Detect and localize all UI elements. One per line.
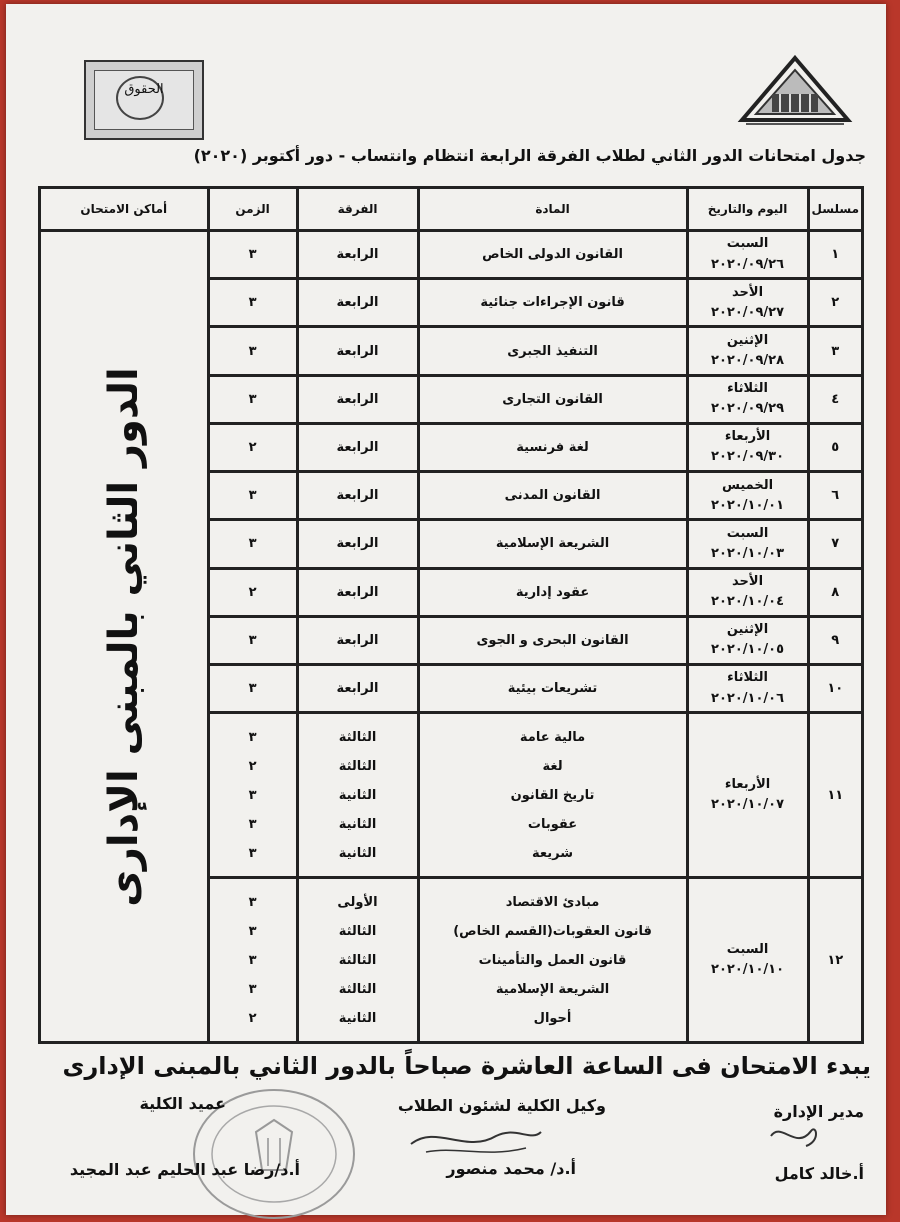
- time-item: ٣: [248, 952, 257, 968]
- table-row: [40, 231, 863, 279]
- row-day: الخميس: [721, 477, 774, 493]
- row-serial: ٦: [808, 472, 862, 520]
- year-item: الثانية: [338, 816, 377, 832]
- row-time: ٣: [208, 472, 297, 520]
- row-date: ٢٠٢٠/١٠/٠٦: [711, 690, 785, 706]
- row-year: الرابعة: [297, 568, 418, 616]
- table-header-row: [40, 188, 863, 231]
- year-item: الثالثة: [338, 729, 377, 745]
- row-day-date: [687, 520, 808, 568]
- header-day-date: اليوم والتاريخ: [687, 188, 808, 231]
- row-subject: الشريعة الإسلامية: [418, 520, 687, 568]
- row-year: الرابعة: [297, 472, 418, 520]
- row-day-date: [687, 878, 808, 1043]
- row-day-date: [687, 279, 808, 327]
- row-year: الرابعة: [297, 616, 418, 664]
- vice-dean-title: وكيل الكلية لشئون الطلاب: [397, 1096, 606, 1115]
- row-day: الإثنين: [726, 332, 769, 348]
- subject-item: مبادئ الاقتصاد: [505, 894, 600, 910]
- year-item: الثالثة: [338, 923, 377, 939]
- subject-item: تاريخ القانون: [510, 787, 595, 803]
- row-date: ٢٠٢٠/١٠/٠١: [711, 497, 785, 513]
- row-day: الثلاثاء: [727, 670, 768, 686]
- year-item: الأولى: [337, 894, 378, 910]
- row-date: ٢٠٢٠/٠٩/٢٧: [711, 304, 785, 320]
- time-item: ٣: [248, 894, 257, 910]
- row-serial: ٩: [808, 616, 862, 664]
- header-time: الزمن: [208, 188, 297, 231]
- subject-item: لغة: [542, 758, 563, 774]
- year-item: الثالثة: [338, 981, 377, 997]
- row-serial: ٣: [808, 327, 862, 375]
- document-sheet: [6, 4, 886, 1215]
- time-item: ٣: [248, 981, 257, 997]
- header-serial: مسلسل: [808, 188, 862, 231]
- row-times: [208, 713, 297, 878]
- dean-title: عميد الكلية: [139, 1094, 226, 1113]
- year-item: الثالثة: [338, 952, 377, 968]
- year-item: الثالثة: [338, 758, 377, 774]
- row-day: الأحد: [732, 284, 764, 300]
- row-serial: ٧: [808, 520, 862, 568]
- row-time: ٣: [208, 279, 297, 327]
- row-serial: ٥: [808, 423, 862, 471]
- row-day-date: [687, 664, 808, 712]
- row-serial: ١٠: [808, 664, 862, 712]
- row-day: السبت: [726, 941, 769, 957]
- header-subject: المادة: [418, 188, 687, 231]
- exam-schedule-table: [38, 186, 864, 1044]
- row-day: الأربعاء: [724, 776, 771, 792]
- row-day-date: [687, 616, 808, 664]
- time-item: ٢: [248, 758, 257, 774]
- row-subject: تشريعات بيئية: [418, 664, 687, 712]
- exam-places-cell: [40, 231, 209, 1043]
- row-day: الثلاثاء: [727, 381, 768, 397]
- row-year: الرابعة: [297, 375, 418, 423]
- row-day-date: [687, 375, 808, 423]
- time-item: ٣: [248, 923, 257, 939]
- row-date: ٢٠٢٠/١٠/٠٥: [711, 642, 785, 658]
- row-time: ٣: [208, 520, 297, 568]
- row-serial: ٢: [808, 279, 862, 327]
- row-date: ٢٠٢٠/٠٩/٣٠: [711, 449, 785, 465]
- subject-item: قانون العقوبات(القسم الخاص): [453, 923, 652, 939]
- vice-dean-name: أ.د/ محمد منصور: [446, 1159, 576, 1178]
- dean-name: أ.د/رضا عبد الحليم عبد المجيد: [69, 1160, 300, 1179]
- row-year: الرابعة: [297, 231, 418, 279]
- row-year: الرابعة: [297, 279, 418, 327]
- row-day: الإثنين: [726, 622, 769, 638]
- row-times: [208, 878, 297, 1043]
- row-serial: ١: [808, 231, 862, 279]
- row-time: ٢: [208, 423, 297, 471]
- row-day-date: [687, 568, 808, 616]
- row-date: ٢٠٢٠/٠٩/٢٩: [711, 401, 785, 417]
- subject-item: مالية عامة: [519, 729, 586, 745]
- time-item: ٢: [248, 1010, 257, 1026]
- year-item: الثانية: [338, 787, 377, 803]
- document-title: جدول امتحانات الدور الثاني لطلاب الفرقة الرابعة انتظام وانتساب - دور أكتوبر (٢٠٢٠): [193, 146, 866, 165]
- time-item: ٣: [248, 816, 257, 832]
- row-date: ٢٠٢٠/١٠/٠٣: [711, 545, 785, 561]
- row-day-date: [687, 713, 808, 878]
- row-year: الرابعة: [297, 423, 418, 471]
- row-day: السبت: [726, 525, 769, 541]
- faculty-logo: [84, 60, 204, 140]
- row-date: ٢٠٢٠/٠٩/٢٦: [711, 256, 785, 272]
- exam-places-text: الدور الثاني بالمبنى الإدارى: [100, 366, 147, 907]
- row-day-date: [687, 472, 808, 520]
- row-time: ٣: [208, 664, 297, 712]
- header-year: الفرقة: [297, 188, 418, 231]
- row-year: الرابعة: [297, 327, 418, 375]
- row-serial: ١٢: [808, 878, 862, 1043]
- time-item: ٣: [248, 787, 257, 803]
- row-subject: القانون التجارى: [418, 375, 687, 423]
- year-item: الثانية: [338, 1010, 377, 1026]
- row-time: ٣: [208, 327, 297, 375]
- signature-vice: [406, 1114, 546, 1164]
- subject-item: قانون العمل والتأمينات: [478, 952, 627, 968]
- row-time: ٣: [208, 231, 297, 279]
- header-places: أماكن الامتحان: [40, 188, 209, 231]
- row-years: [297, 713, 418, 878]
- row-years: [297, 878, 418, 1043]
- time-item: ٣: [248, 845, 257, 861]
- row-subject: التنفيذ الجبرى: [418, 327, 687, 375]
- row-day-date: [687, 231, 808, 279]
- year-item: الثانية: [338, 845, 377, 861]
- row-time: ٢: [208, 568, 297, 616]
- row-year: الرابعة: [297, 520, 418, 568]
- row-day: الأحد: [732, 574, 764, 589]
- row-subjects: [418, 878, 687, 1043]
- row-subject: عقود إدارية: [418, 568, 687, 616]
- row-serial: ١١: [808, 713, 862, 878]
- row-subject: القانون الدولى الخاص: [418, 231, 687, 279]
- row-day-date: [687, 327, 808, 375]
- faculty-logo-text: الحقوق: [124, 82, 164, 97]
- subject-item: شريعة: [532, 845, 574, 861]
- time-item: ٣: [248, 729, 257, 745]
- row-date: ٢٠٢٠/١٠/١٠: [711, 962, 785, 978]
- row-day: الأربعاء: [724, 429, 771, 445]
- subject-item: عقوبات: [527, 816, 578, 832]
- exam-start-note: يبدء الامتحان فى الساعة العاشرة صباحاً بالدور الثاني بالمبنى الإدارى: [62, 1052, 871, 1080]
- row-day: السبت: [726, 236, 769, 252]
- row-subject: قانون الإجراءات جنائية: [418, 279, 687, 327]
- row-serial: ٨: [808, 568, 862, 616]
- row-subjects: [418, 713, 687, 878]
- row-date: ٢٠٢٠/١٠/٠٧: [711, 797, 785, 813]
- row-subject: القانون البحرى و الجوى: [418, 616, 687, 664]
- manager-title: مدير الإدارة: [773, 1102, 864, 1121]
- row-date: ٢٠٢٠/١٠/٠٤: [711, 594, 785, 610]
- row-subject: القانون المدنى: [418, 472, 687, 520]
- manager-name: أ.خالد كامل: [774, 1164, 864, 1183]
- university-logo: [736, 54, 854, 126]
- subject-item: أحوال: [533, 1010, 572, 1026]
- signature-manager: [766, 1116, 826, 1156]
- row-day-date: [687, 423, 808, 471]
- row-time: ٣: [208, 375, 297, 423]
- subject-item: الشريعة الإسلامية: [495, 981, 610, 997]
- row-subject: لغة فرنسية: [418, 423, 687, 471]
- row-date: ٢٠٢٠/٠٩/٢٨: [711, 353, 785, 369]
- row-year: الرابعة: [297, 664, 418, 712]
- row-serial: ٤: [808, 375, 862, 423]
- row-time: ٣: [208, 616, 297, 664]
